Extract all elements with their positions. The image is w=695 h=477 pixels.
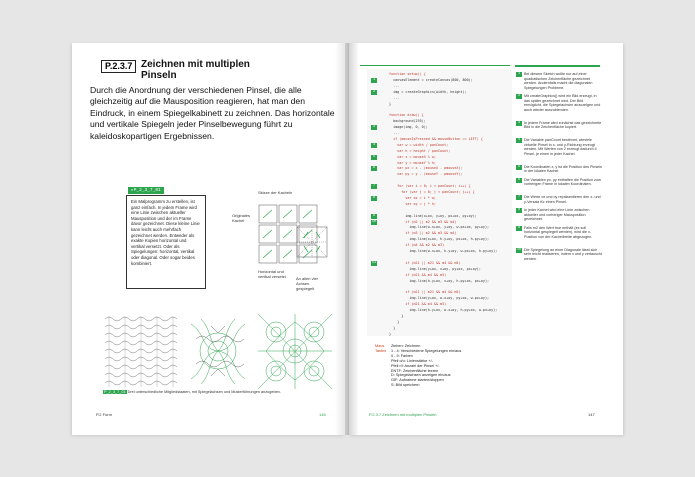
code-line: for (var i = 0; i < panCount; i++) { [389, 184, 471, 189]
code-marker-7: 7 [372, 184, 376, 189]
code-marker-9: 9 [372, 213, 376, 218]
code-line: if (m21 || m21 && m4 && m5) [389, 290, 461, 295]
figure-code-badge: ▸P_2_3_7_01 [128, 187, 164, 194]
mirror-diagram [296, 226, 328, 258]
code-line: img.line(y+ox, w-x+oy, py+ox, w-px+oy); [389, 296, 490, 301]
shortcut-description: Ziehen: Zeichnen [391, 344, 421, 348]
left-page-number: 146 [319, 412, 326, 417]
code-line: img.line(y+ox, x+oy, py+ox, px+oy); [389, 266, 481, 271]
keyboard-shortcuts [375, 344, 461, 388]
caption-code: P_2_3_7_01 [104, 390, 126, 394]
note-marker-3: 3 [517, 120, 521, 125]
code-line: if (m3 || m2 && m3 && m4) [389, 231, 457, 236]
note-text-6: Die Variablen px, py enthalten die Position zum vorherigen Frame in lokalen Koordinaten. [524, 177, 602, 186]
shortcut-description: GIF: Aufnahme starten/stoppen [391, 378, 444, 383]
code-line: image(img, 0, 0); [389, 125, 428, 130]
code-line: img.line(w-x+ox, y+oy, w-px+ox, py+oy); [389, 225, 490, 230]
shortcut-description: ENTF: Zeichenfläche leeren [391, 368, 439, 373]
code-line: for (var j = 0; j < panCount; j++) { [389, 190, 475, 194]
pattern-image-3 [258, 314, 332, 389]
shortcut-description: 0 - 9: Farben [391, 353, 413, 358]
code-marker-2: 2 [372, 89, 376, 94]
code-line: img.line(x+ox, y+oy, px+ox, py+oy); [389, 213, 477, 218]
label-sketch: Skizze der Kacheln [258, 190, 293, 195]
shortcut-row [375, 383, 461, 388]
code-line: var h = height / panCount; [389, 148, 451, 153]
shortcut-key: Maus [375, 344, 385, 348]
code-line: if (m4 && m2 && m3) [389, 243, 445, 248]
notes-top-rule [515, 65, 600, 67]
code-marker-1: 1 [372, 77, 376, 82]
note-marker-6: 6 [517, 177, 521, 182]
note-marker-9: 9 [517, 225, 521, 230]
figure-text-box [126, 195, 206, 289]
code-line: ... [389, 131, 400, 135]
shortcut-description: Pfeil o/u: Linienstärke +/- [391, 358, 433, 363]
code-line: function setup() { [389, 72, 426, 76]
section-number: P.2.3.7 [101, 60, 136, 73]
shortcut-description: S: Bild speichern [391, 383, 420, 388]
shortcut-key: Tasten [375, 348, 387, 353]
code-marker-4: 4 [372, 142, 376, 147]
code-line: if (m21 && m4 && m5) [389, 272, 447, 277]
code-top-rule [360, 65, 510, 66]
figure-description: Ein Malprogramm zu erstellen, ist ganz einfach. In jedem Frame wird eine Linie zwischen aktueller Mausposition und der im Frame davor gezeichnet. Diese kleine Linie kann leicht auch mehrfach gezeichnet werden. Entweder als exakte Kopien horizontal und vertikal versetzt. Oder als Spiegelungen: horizontal, vertikal oder diagonal. Oder sogar beides kombiniert. [131, 199, 200, 266]
code-marker-6: 6 [372, 166, 376, 171]
note-text-8: In jeder Kachel wird eine Linie zwischen aktueller und vorheriger Mausposition gezeichnet. [524, 208, 590, 221]
shortcut-description: Pfeil r/l: Anzahl der Pinsel +/- [391, 363, 440, 368]
note-text-1: Bei diesem Sketch wollte nur auf einer quadratischen Zeichenfläche gezeichnet werden. Andernfalls macht die diagonalen Spiegelungen Probleme. [524, 72, 593, 90]
note-marker-4: 4 [517, 138, 521, 142]
intro-paragraph: Durch die Anordnung der verschiedenen Pinsel, die alle gleichzeitig auf die Mausposition reagieren, hat man den Eindruck, in einem Spiegelkabinett zu zeichnen. Das horizontale und vertikale Spiegeln jeder Pinselbewegung führt zu kaleidoskopartigen Ergebnissen. [90, 85, 335, 141]
note-text-7: Die Werte ox und oy repräsentieren den x- und y-Versatz für einen Pinsel. [524, 195, 601, 204]
code-line: } [389, 331, 392, 336]
section-title: Zeichnen mit multiplen Pinseln [141, 59, 250, 81]
note-marker-2: 2 [517, 94, 521, 98]
code-line: if (m21 && m4 && m5) [389, 302, 447, 307]
figure-caption [103, 390, 281, 394]
shortcut-description: 1 - 4: Verschiedene Spiegelungen ein/aus [391, 348, 462, 353]
right-footer-label: P.2.3.7 Zeichnen mit multiplen Pinseln [369, 412, 437, 417]
code-line: img.line(w-x+ox, h-y+oy, w-px+ox, h-py+oy); [389, 249, 498, 253]
label-horizontal-vertical: Horizontal und vertikal versetzt [258, 269, 286, 279]
note-marker-7: 7 [517, 195, 521, 199]
note-text-2: Mit createGraphics() wird ein Bild erzeugt, in das später gezeichnet wird. Der Bild ermöglicht, die Spiegelachsen anzuzeigen und auch wieder auszublenden. [524, 94, 601, 112]
code-line: } [389, 313, 404, 318]
note-marker-1: 1 [517, 72, 521, 76]
code-marker-8: 8 [372, 195, 376, 200]
caption-text: Drei unterschiedliche Mitgliedstaaten, mit Spiegelachsen und Musterführungen anzugeben. [127, 390, 281, 394]
left-footer-label: P.2 Form [96, 412, 112, 417]
note-marker-8: 8 [517, 208, 521, 212]
shortcut-description: D: Spiegelachsen anzeigen ein/aus [391, 373, 451, 378]
code-listing [367, 69, 512, 336]
code-marker-11: 11 [371, 260, 377, 265]
note-text-4: Die Variable panCount bestimmt, wieviele virtuelle Pinsel in x- und y-Richtung erzeugt werden. Mit Werten von 2 erzeugt dadurch 4 Pinsel, je einen in jeder Kachel. [524, 138, 597, 156]
code-line: img = createGraphics(width, height); [389, 89, 467, 94]
note-marker-10: 10 [516, 247, 522, 252]
code-line: var ox = i * w; [389, 195, 436, 200]
code-line: if (m21 || m21 && m4 && m5) [389, 260, 461, 265]
code-line: var x = mouseX % w; [389, 154, 436, 159]
note-text-10: Die Spiegelung an einer Diagonale lässt sich sehr leicht realisieren, indem x und y vertauscht werden. [524, 247, 602, 261]
code-line: var py = y - (mouseY - pmouseY); [389, 172, 463, 177]
code-line: img.line(h-y+ox, w-x+oy, h-py+ox, w-px+oy); [389, 308, 498, 312]
code-line: ... [389, 95, 400, 100]
pattern-image-2 [181, 314, 255, 389]
code-line: } [389, 101, 392, 106]
code-line: function draw() { [389, 113, 424, 118]
code-line: ... [389, 83, 400, 88]
code-marker-5: 5 [372, 154, 376, 159]
code-marker-3: 3 [372, 125, 376, 130]
note-text-9: Falls m2 den Wert true enthält (es soll horizontal gespiegelt werden), wird die x-Position von der Kachelbreite abgezogen. [524, 225, 593, 239]
code-line: if (m2 || m2 && m3 && m4) [389, 219, 457, 224]
code-line: img.line(h-y+ox, x+oy, h-py+ox, px+oy); [389, 278, 490, 283]
label-original: Originales Kachel [232, 213, 251, 223]
note-text-3: In jedem Frame wird zunächst das gezeichnete Bild in die Zeichenfläche kopiert. [524, 120, 602, 129]
code-line: } [389, 319, 400, 324]
code-line: var oy = j * h; [389, 201, 436, 206]
code-marker-10: 10 [371, 219, 377, 224]
label-four-axes: An allen vier Achsen gespiegelt [296, 276, 319, 291]
note-marker-5: 5 [517, 164, 521, 169]
code-line: var w = width / panCount; [389, 142, 449, 147]
code-line: var y = mouseY % h; [389, 160, 436, 165]
code-line: if (mouseIsPressed && mouseButton == LEFT) { [389, 136, 483, 141]
code-line: var px = x - (mouseX - pmouseX); [389, 166, 463, 171]
pattern-image-1 [103, 314, 177, 389]
note-text-5: Die Koordinaten x, y ist die Position des Pinsels in der lokalen Kachel. [524, 164, 602, 173]
code-line: canvasElement = createCanvas(800, 800); [389, 77, 473, 82]
code-line: } [389, 325, 396, 330]
code-line: img.line(x+ox, h-y+oy, px+ox, h-py+oy); [389, 237, 490, 242]
right-page-number: 147 [588, 412, 595, 417]
code-line: background(255); [389, 119, 426, 124]
